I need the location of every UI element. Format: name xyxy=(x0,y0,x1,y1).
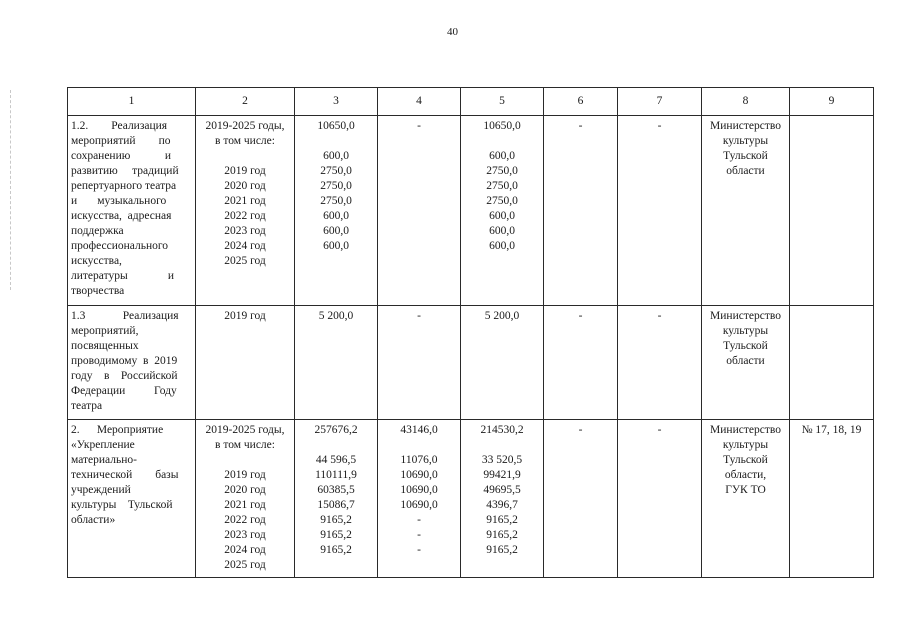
col6-cell xyxy=(544,306,618,420)
text-line: учреждений xyxy=(71,484,131,496)
text-line: 2019 год xyxy=(224,469,266,481)
text-line: 2019-2025 годы, xyxy=(205,120,285,132)
text-line: Тульской xyxy=(723,454,768,466)
text-line: 60385,5 xyxy=(317,484,355,496)
page-number: 40 xyxy=(447,26,458,38)
text-line: 2019-2025 годы, xyxy=(205,424,285,436)
text-line: Тульской xyxy=(723,340,768,352)
text-line: - xyxy=(578,120,583,132)
header-cell-2: 2 xyxy=(196,88,295,116)
text-line: культуры Тульской xyxy=(71,499,173,511)
text-line: - xyxy=(417,529,421,541)
text-line: Министерство xyxy=(710,424,781,436)
text-line: посвященных xyxy=(71,340,139,352)
header-cell-4: 4 xyxy=(378,88,461,116)
text-line: 10650,0 xyxy=(483,120,521,132)
text-line: 9165,2 xyxy=(486,529,518,541)
text-line: сохранению и xyxy=(71,150,171,162)
text-line: и музыкального xyxy=(71,195,167,207)
text-line: - xyxy=(417,120,421,132)
text-line: 1.2. Реализация xyxy=(71,120,168,132)
period-cell xyxy=(196,116,295,306)
organization-cell xyxy=(702,420,790,578)
header-cell-6: 6 xyxy=(544,88,618,116)
text-line: - xyxy=(657,424,662,436)
description-cell xyxy=(68,116,196,306)
text-line: 2023 год xyxy=(224,529,266,541)
text-line: развитию традиций xyxy=(71,165,179,177)
text-line: 600,0 xyxy=(489,210,515,222)
text-line: Министерство xyxy=(710,120,781,132)
period-cell xyxy=(196,306,295,420)
text-line: 9165,2 xyxy=(320,544,352,556)
indicator-cell xyxy=(790,420,874,578)
text-line: 600,0 xyxy=(323,225,349,237)
text-line: в том числе: xyxy=(215,439,275,451)
header-cell-3: 3 xyxy=(295,88,378,116)
text-line: области» xyxy=(71,514,116,526)
text-line: 9165,2 xyxy=(486,544,518,556)
text-line: 2020 год xyxy=(224,484,266,496)
header-row xyxy=(68,88,874,116)
program-table xyxy=(67,87,874,578)
text-line: области xyxy=(726,165,765,177)
text-line: 2023 год xyxy=(224,225,266,237)
text-line: 99421,9 xyxy=(483,469,521,481)
text-line: 214530,2 xyxy=(480,424,524,436)
text-line: 2750,0 xyxy=(486,195,518,207)
text-line: культуры xyxy=(722,325,769,337)
text-line: 600,0 xyxy=(323,210,349,222)
text-line: 5 200,0 xyxy=(318,310,354,322)
text-line: театра xyxy=(71,400,103,412)
text-line: мероприятий, xyxy=(71,325,139,337)
text-line: году в Российской xyxy=(71,370,178,382)
text-line: 1.3 Реализация xyxy=(71,310,179,322)
col7-cell xyxy=(618,116,702,306)
text-line: 2025 год xyxy=(224,255,266,267)
indicator-cell xyxy=(790,116,874,306)
federal-amount-cell xyxy=(378,420,461,578)
text-line: проводимому в 2019 xyxy=(71,355,178,367)
text-line: культуры xyxy=(722,135,769,147)
header-cell-7: 7 xyxy=(618,88,702,116)
text-line: 5 200,0 xyxy=(484,310,520,322)
text-line: 49695,5 xyxy=(483,484,521,496)
organization-cell xyxy=(702,306,790,420)
description-cell xyxy=(68,306,196,420)
text-line: 2750,0 xyxy=(486,180,518,192)
text-line: 9165,2 xyxy=(320,514,352,526)
text-line: литературы и xyxy=(71,270,175,282)
header-cell-5: 5 xyxy=(461,88,544,116)
text-line: репертуарного театра xyxy=(71,180,177,192)
text-line: 2. Мероприятие xyxy=(71,424,164,436)
table-row xyxy=(68,306,874,420)
text-line: материально- xyxy=(71,454,137,466)
organization-cell xyxy=(702,116,790,306)
regional-amount-cell xyxy=(461,116,544,306)
table-row xyxy=(68,420,874,578)
regional-amount-cell xyxy=(461,306,544,420)
text-line: 11076,0 xyxy=(400,454,438,466)
text-line: 2019 год xyxy=(224,310,266,322)
text-line: - xyxy=(578,424,583,436)
text-line: искусства, адресная xyxy=(71,210,172,222)
header-cell-9: 9 xyxy=(790,88,874,116)
text-line: 9165,2 xyxy=(320,529,352,541)
text-line: в том числе: xyxy=(215,135,275,147)
text-line: 10690,0 xyxy=(400,484,438,496)
text-line: области, xyxy=(724,469,767,481)
text-line: - xyxy=(657,310,662,322)
indicator-cell xyxy=(790,306,874,420)
margin-marks xyxy=(10,90,15,290)
text-line: 2750,0 xyxy=(320,195,352,207)
text-line: 10690,0 xyxy=(400,499,438,511)
text-line: 2750,0 xyxy=(486,165,518,177)
text-line: 2024 год xyxy=(224,240,266,252)
table-row xyxy=(68,116,874,306)
text-line: области xyxy=(726,355,765,367)
text-line: 9165,2 xyxy=(486,514,518,526)
header-cell-1: 1 xyxy=(68,88,196,116)
text-line: 2021 год xyxy=(224,499,266,511)
text-line: поддержка xyxy=(71,225,124,237)
federal-amount-cell xyxy=(378,116,461,306)
text-line: 600,0 xyxy=(489,240,515,252)
text-line: 2025 год xyxy=(224,559,266,571)
col6-cell xyxy=(544,116,618,306)
text-line: № 17, 18, 19 xyxy=(801,424,862,436)
text-line: мероприятий по xyxy=(71,135,171,147)
text-line: - xyxy=(657,120,662,132)
text-line: 2750,0 xyxy=(320,180,352,192)
col7-cell xyxy=(618,306,702,420)
regional-amount-cell xyxy=(461,420,544,578)
text-line: искусства, xyxy=(71,255,122,267)
text-line: - xyxy=(578,310,583,322)
period-cell xyxy=(196,420,295,578)
text-line: 110111,9 xyxy=(315,469,357,481)
text-line: Тульской xyxy=(723,150,768,162)
total-amount-cell xyxy=(295,306,378,420)
text-line: культуры xyxy=(722,439,769,451)
text-line: «Укрепление xyxy=(71,439,135,451)
text-line: профессионального xyxy=(71,240,169,252)
col7-cell xyxy=(618,420,702,578)
header-cell-8: 8 xyxy=(702,88,790,116)
text-line: 2022 год xyxy=(224,514,266,526)
text-line: технической базы xyxy=(71,469,179,481)
description-cell xyxy=(68,420,196,578)
text-line: творчества xyxy=(71,285,125,297)
col6-cell xyxy=(544,420,618,578)
text-line: Федерации Году xyxy=(71,385,177,397)
text-line: 257676,2 xyxy=(314,424,358,436)
total-amount-cell xyxy=(295,420,378,578)
text-line: 2022 год xyxy=(224,210,266,222)
text-line: - xyxy=(417,310,421,322)
text-line: 15086,7 xyxy=(317,499,355,511)
text-line: 600,0 xyxy=(323,150,349,162)
text-line: - xyxy=(417,544,421,556)
total-amount-cell xyxy=(295,116,378,306)
text-line: ГУК ТО xyxy=(725,484,766,496)
text-line: 4396,7 xyxy=(486,499,518,511)
text-line: 44 596,5 xyxy=(315,454,357,466)
text-line: 43146,0 xyxy=(400,424,438,436)
text-line: 2750,0 xyxy=(320,165,352,177)
text-line: 10690,0 xyxy=(400,469,438,481)
text-line: 600,0 xyxy=(489,225,515,237)
text-line: 600,0 xyxy=(323,240,349,252)
text-line: 10650,0 xyxy=(317,120,355,132)
text-line: 2024 год xyxy=(224,544,266,556)
text-line: 33 520,5 xyxy=(481,454,523,466)
text-line: Министерство xyxy=(710,310,781,322)
federal-amount-cell xyxy=(378,306,461,420)
text-line: - xyxy=(417,514,421,526)
text-line: 2020 год xyxy=(224,180,266,192)
text-line: 2019 год xyxy=(224,165,266,177)
text-line: 600,0 xyxy=(489,150,515,162)
text-line: 2021 год xyxy=(224,195,266,207)
